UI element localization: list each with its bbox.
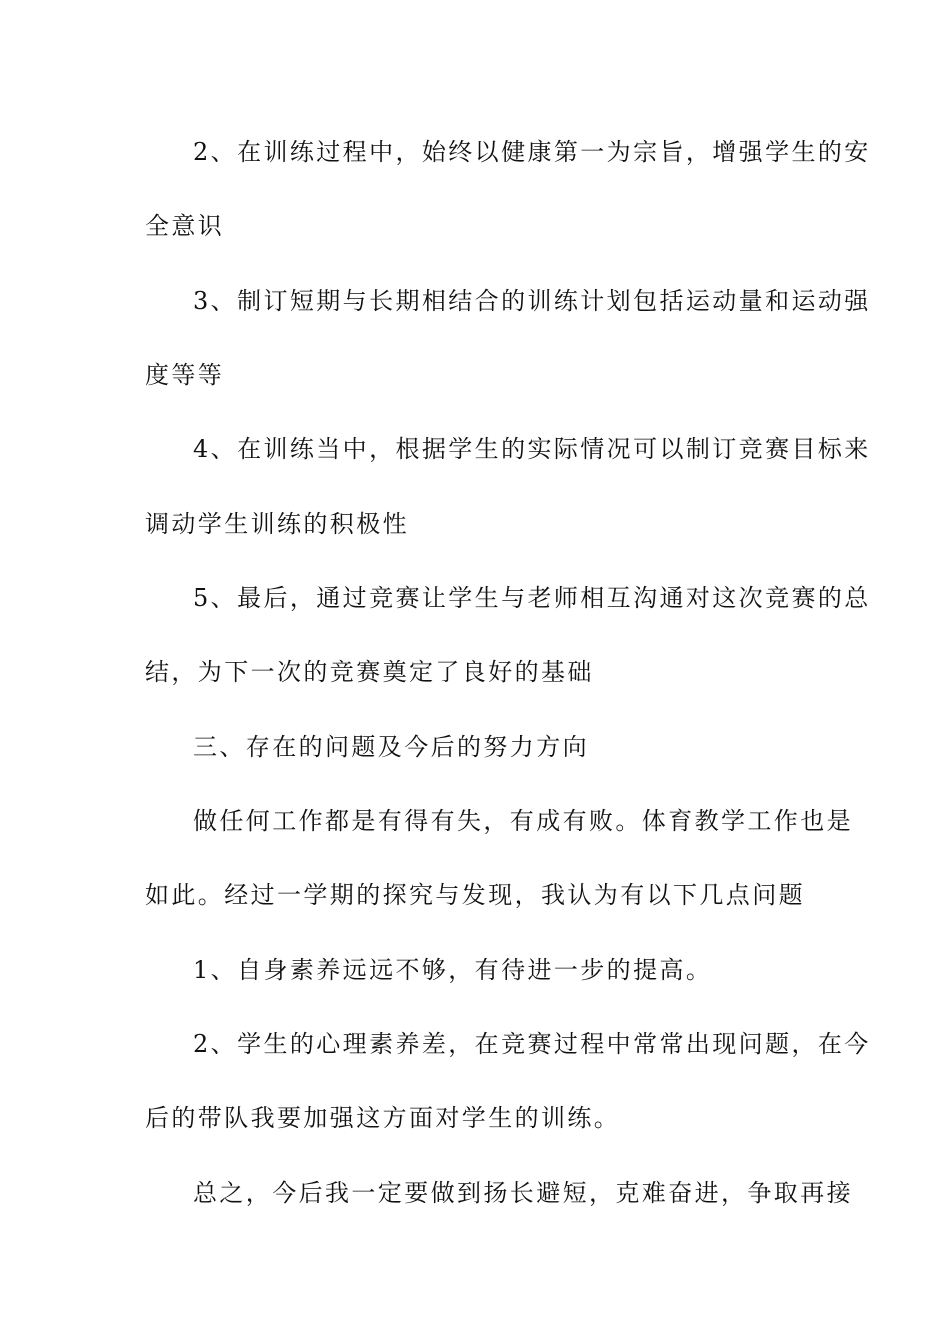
- section-heading-problems: 三、存在的问题及今后的努力方向: [193, 733, 589, 761]
- problem-item-2-line-2: 后的带队我要加强这方面对学生的训练。: [145, 1104, 621, 1132]
- paragraph-intro-line-1: 做任何工作都是有得有失，有成有败。体育教学工作也是: [193, 807, 853, 835]
- conclusion-line-1: 总之，今后我一定要做到扬长避短，克难奋进，争取再接: [193, 1179, 853, 1207]
- problem-item-1: 1、自身素养远远不够，有待进一步的提高。: [193, 956, 713, 984]
- paragraph-item-2-line-2: 全意识: [145, 212, 225, 240]
- paragraph-item-5-line-2: 结，为下一次的竞赛奠定了良好的基础: [145, 658, 594, 686]
- paragraph-item-5-line-1: 5、最后，通过竞赛让学生与老师相互沟通对这次竞赛的总: [193, 584, 871, 612]
- paragraph-intro-line-2: 如此。经过一学期的探究与发现，我认为有以下几点问题: [145, 881, 805, 909]
- paragraph-item-4-line-2: 调动学生训练的积极性: [145, 510, 409, 538]
- paragraph-item-3-line-2: 度等等: [145, 361, 225, 389]
- paragraph-item-3-line-1: 3、制订短期与长期相结合的训练计划包括运动量和运动强: [193, 287, 871, 315]
- paragraph-item-2-line-1: 2、在训练过程中，始终以健康第一为宗旨，增强学生的安: [193, 138, 871, 166]
- paragraph-item-4-line-1: 4、在训练当中，根据学生的实际情况可以制订竞赛目标来: [193, 435, 871, 463]
- problem-item-2-line-1: 2、学生的心理素养差，在竞赛过程中常常出现问题，在今: [193, 1030, 871, 1058]
